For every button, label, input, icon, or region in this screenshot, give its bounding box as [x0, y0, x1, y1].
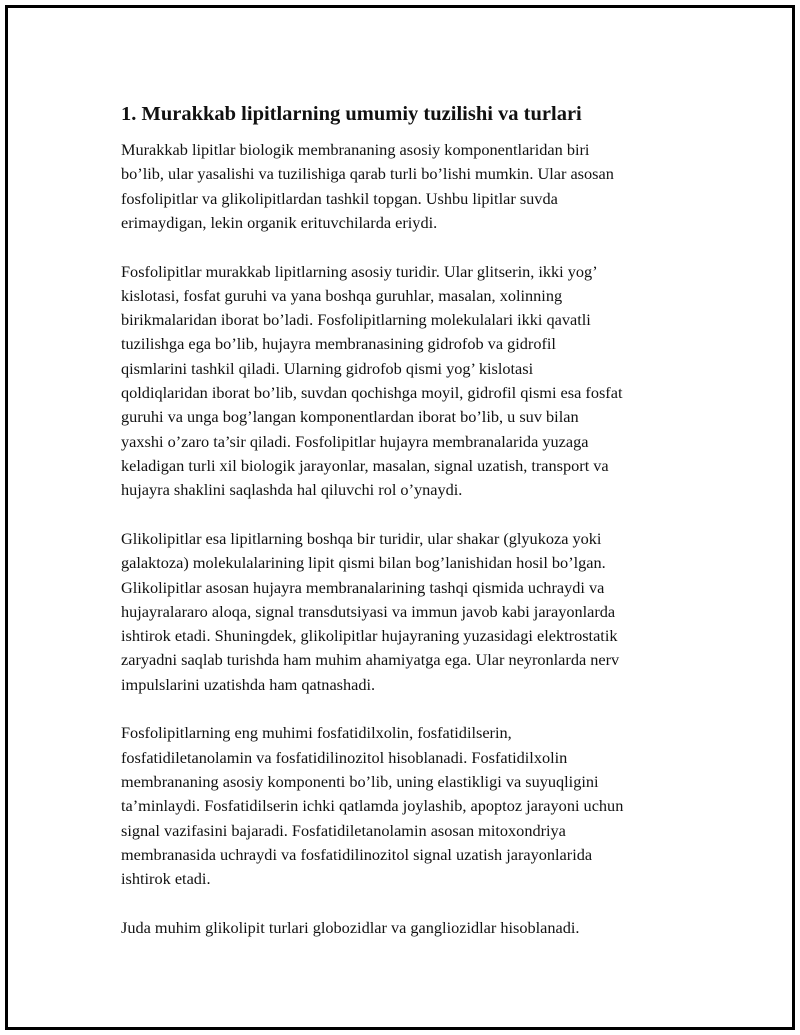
paragraph-phospholipid-types: [121, 721, 701, 891]
text-line: kislotasi, fosfat guruhi va yana boshqa guruhlar, masalan, xolinning: [121, 285, 563, 305]
text-line: ta’minlaydi. Fosfatidilserin ichki qatlamda joylashib, apoptoz jarayoni uchun: [121, 796, 624, 816]
text-line: zaryadni saqlab turishda ham muhim ahamiyatga ega. Ular neyronlarda nerv: [121, 650, 620, 670]
text-line: tuzilishga ega bo’lib, hujayra membranasining gidrofob va gidrofil: [121, 334, 556, 354]
text-line: qoldiqlaridan iborat bo’lib, suvdan qochishga moyil, gidrofil qismi esa fosfat: [121, 383, 623, 403]
text-line: keladigan turli xil biologik jarayonlar, masalan, signal uzatish, transport va: [121, 455, 609, 475]
text-line: ishtirok etadi.: [121, 869, 211, 889]
text-line: ishtirok etadi. Shuningdek, glikolipitlar hujayraning yuzasidagi elektrostatik: [121, 626, 618, 646]
text-line: Murakkab lipitlar biologik membrananing asosiy komponentlaridan biri: [121, 140, 590, 159]
text-line: Glikolipitlar esa lipitlarning boshqa bir turidir, ular shakar (glyukoza yoki: [121, 528, 602, 548]
text-line: hujayra shaklini saqlashda hal qiluvchi rol o’ynaydi.: [121, 480, 463, 500]
text-line: fosfatidiletanolamin va fosfatidilinozitol hisoblanadi. Fosfatidilxolin: [121, 747, 568, 767]
text-line: Fosfolipitlarning eng muhimi fosfatidilxolin, fosfatidilserin,: [121, 723, 512, 743]
paragraph-intro: [121, 138, 701, 235]
text-line: guruhi va unga bog’langan komponentlardan iborat bo’lib, u suv bilan: [121, 407, 579, 427]
text-line: birikmalaridan iborat bo’ladi. Fosfolipitlarning molekulalari ikki qavatli: [121, 310, 591, 330]
document-body: [121, 100, 701, 965]
page-title: 1. Murakkab lipitlarning umumiy tuzilishi va turlari: [121, 103, 582, 125]
text-line: fosfolipitlar va glikolipitlardan tashkil topgan. Ushbu lipitlar suvda: [121, 188, 558, 208]
text-line: yaxshi o’zaro ta’sir qiladi. Fosfolipitlar hujayra membranalarida yuzaga: [121, 431, 589, 451]
text-line: Fosfolipitlar murakkab lipitlarning asosiy turidir. Ular glitserin, ikki yog’: [121, 261, 598, 281]
paragraph-glycolipid-types: [121, 916, 701, 940]
text-line: hujayralararo aloqa, signal transdutsiyasi va immun javob kabi jarayonlarda: [121, 601, 616, 621]
text-line: membranasida uchraydi va fosfatidilinozitol signal uzatish jarayonlarida: [121, 844, 593, 864]
text-line: bo’lib, ular yasalishi va tuzilishiga qarab turli bo’lishi mumkin. Ular asosan: [121, 164, 614, 184]
text-line: impulslarini uzatishda ham qatnashadi.: [121, 674, 376, 694]
text-line: qismlarini tashkil qiladi. Ularning gidrofob qismi yog’ kislotasi: [121, 358, 534, 378]
text-line: Glikolipitlar asosan hujayra membranalarining tashqi qismida uchraydi va: [121, 577, 605, 597]
page-frame: [5, 5, 795, 1030]
text-line: Juda muhim glikolipit turlari globozidlar va gangliozidlar hisoblanadi.: [121, 917, 580, 937]
paragraph-phospholipids: [121, 260, 701, 503]
text-line: signal vazifasini bajaradi. Fosfatidiletanolamin asosan mitoxondriya: [121, 820, 566, 840]
text-line: erimaydigan, lekin organik erituvchilarda eriydi.: [121, 212, 438, 232]
text-line: membrananing asosiy komponenti bo’lib, uning elastikligi va suyuqligini: [121, 772, 599, 791]
text-line: galaktoza) molekulalarining lipit qismi bilan bog’lanishidan hosil bo’lgan.: [121, 553, 606, 573]
paragraph-glycolipids: [121, 527, 701, 697]
